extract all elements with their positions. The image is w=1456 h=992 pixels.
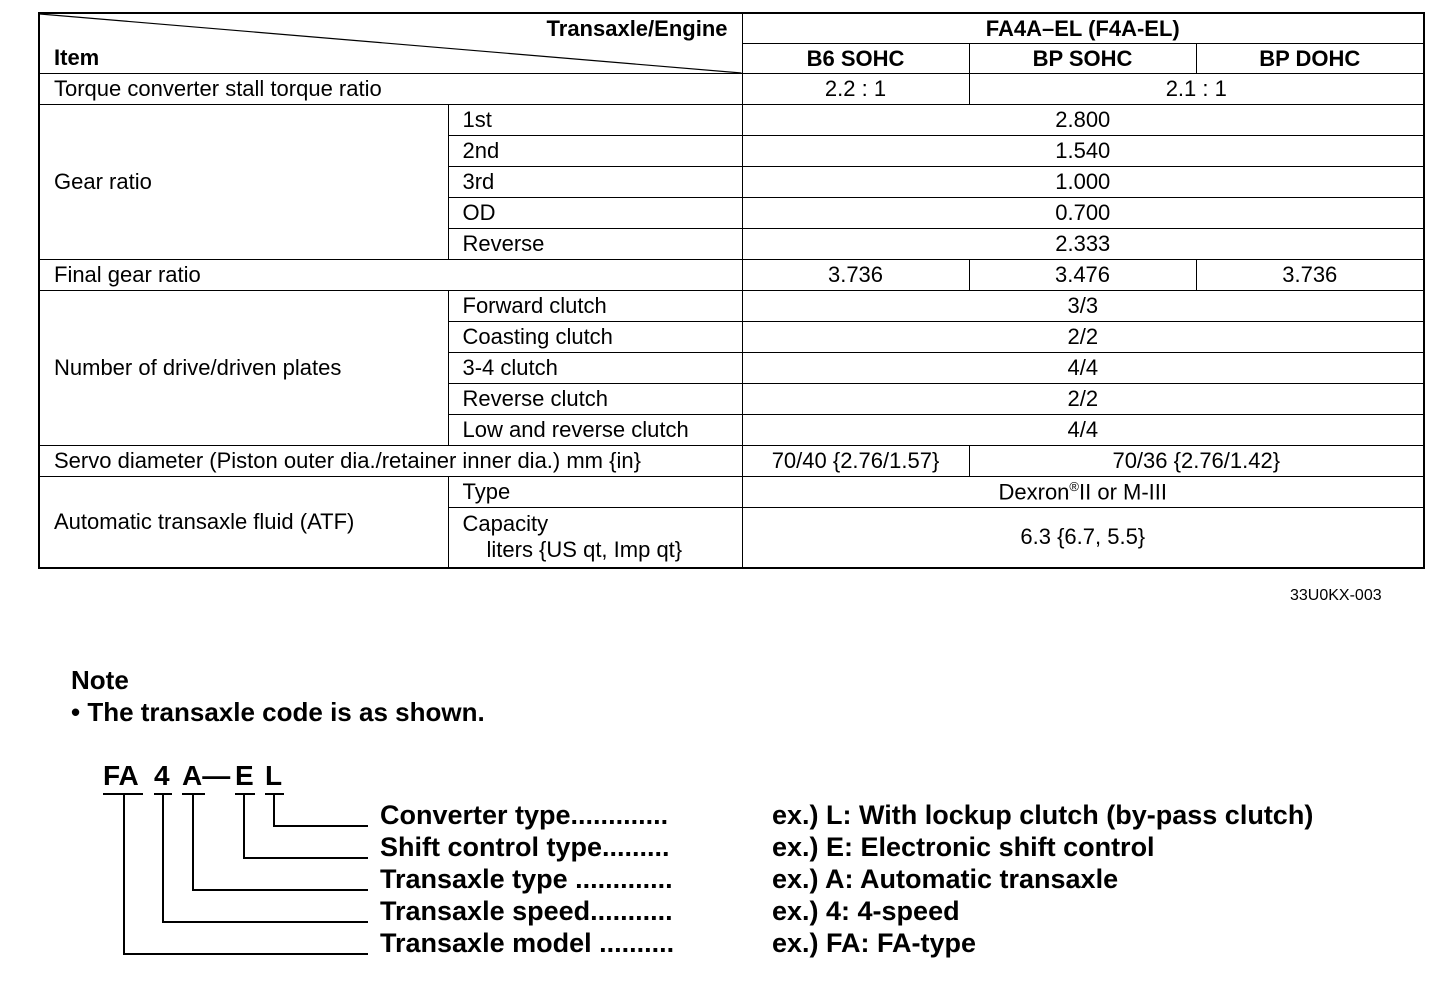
servo-bp: 70/36 {2.76/1.42} (969, 446, 1424, 477)
code-label-shift-control: Shift control type......... (380, 832, 670, 862)
gear-name: 3rd (448, 167, 742, 198)
clutch-name: Forward clutch (448, 291, 742, 322)
final-gear-b6: 3.736 (742, 260, 969, 291)
plate-count: 3/3 (742, 291, 1424, 322)
code-example-transaxle-type: ex.) A: Automatic transaxle (772, 864, 1119, 894)
atf-capacity-label (448, 508, 742, 568)
code-char-a: A— (182, 760, 231, 791)
atf-capacity-value: 6.3 {6.7, 5.5} (742, 508, 1424, 568)
capacity-label-line-2: liters {US qt, Imp qt} (486, 537, 683, 563)
final-gear-bp-dohc: 3.736 (1196, 260, 1424, 291)
final-gear-bp-sohc: 3.476 (969, 260, 1196, 291)
servo-label: Servo diameter (Piston outer dia./retainer inner dia.) mm {in} (39, 446, 742, 477)
plates-label: Number of drive/driven plates (39, 291, 448, 446)
stall-ratio-label: Torque converter stall torque ratio (39, 74, 742, 105)
gear-name: Reverse (448, 229, 742, 260)
code-label-transaxle-speed: Transaxle speed........... (380, 896, 673, 926)
gear-name: 2nd (448, 136, 742, 167)
engine-header-b6-sohc: B6 SOHC (742, 44, 969, 74)
transaxle-engine-header: Transaxle/Engine (546, 16, 728, 41)
note-bullet: • The transaxle code is as shown. (71, 697, 485, 727)
registered-mark: ® (1069, 478, 1080, 494)
servo-b6: 70/40 {2.76/1.57} (742, 446, 969, 477)
plate-count: 2/2 (742, 322, 1424, 353)
gear-value: 2.800 (742, 105, 1424, 136)
code-label-transaxle-type: Transaxle type ............. (380, 864, 673, 894)
code-char-e: E (235, 760, 254, 791)
final-gear-label: Final gear ratio (39, 260, 742, 291)
atf-type-grade: II or M-III (1079, 479, 1168, 505)
final-gear-row (39, 260, 1424, 291)
gear-value: 0.700 (742, 198, 1424, 229)
atf-type-label: Type (448, 477, 742, 508)
stall-ratio-bp: 2.1 : 1 (969, 74, 1424, 105)
gear-ratio-label: Gear ratio (39, 105, 448, 260)
plate-count: 4/4 (742, 353, 1424, 384)
stall-ratio-row (39, 74, 1424, 105)
code-example-shift-control: ex.) E: Electronic shift control (772, 832, 1155, 862)
code-label-transaxle-model: Transaxle model .......... (380, 928, 675, 958)
code-example-converter-type: ex.) L: With lockup clutch (by-pass clutch) (772, 800, 1314, 830)
gear-name: OD (448, 198, 742, 229)
gear-value: 1.540 (742, 136, 1424, 167)
engine-header-bp-dohc: BP DOHC (1196, 44, 1424, 74)
stall-ratio-b6: 2.2 : 1 (742, 74, 969, 105)
clutch-name: Reverse clutch (448, 384, 742, 415)
figure-code: 33U0KX-003 (1290, 587, 1382, 604)
code-char-4: 4 (154, 760, 170, 791)
header-row-1 (39, 13, 1424, 44)
atf-type-name: Dexron (998, 479, 1070, 505)
gear-ratio-row (39, 105, 1424, 136)
clutch-name: Low and reverse clutch (448, 415, 742, 446)
gear-value: 2.333 (742, 229, 1424, 260)
clutch-name: 3-4 clutch (448, 353, 742, 384)
code-char-l: L (265, 760, 283, 791)
plates-row (39, 291, 1424, 322)
model-header: FA4A–EL (F4A-EL) (742, 13, 1424, 44)
code-label-converter-type: Converter type............. (380, 800, 669, 830)
plate-count: 4/4 (742, 415, 1424, 446)
specification-table (38, 12, 1425, 569)
diagonal-header-cell (39, 13, 742, 74)
gear-name: 1st (448, 105, 742, 136)
capacity-label-line-1: Capacity (462, 511, 549, 537)
gear-value: 1.000 (742, 167, 1424, 198)
item-header: Item (54, 45, 100, 70)
note-title: Note (71, 665, 129, 695)
clutch-name: Coasting clutch (448, 322, 742, 353)
code-example-transaxle-model: ex.) FA: FA-type (772, 928, 977, 958)
plate-count: 2/2 (742, 384, 1424, 415)
code-char-fa: FA (103, 760, 139, 791)
servo-row (39, 446, 1424, 477)
atf-type-row (39, 477, 1424, 508)
engine-header-bp-sohc: BP SOHC (969, 44, 1196, 74)
atf-label: Automatic transaxle fluid (ATF) (39, 477, 448, 568)
atf-type-value (742, 477, 1424, 508)
code-example-transaxle-speed: ex.) 4: 4-speed (772, 896, 960, 926)
